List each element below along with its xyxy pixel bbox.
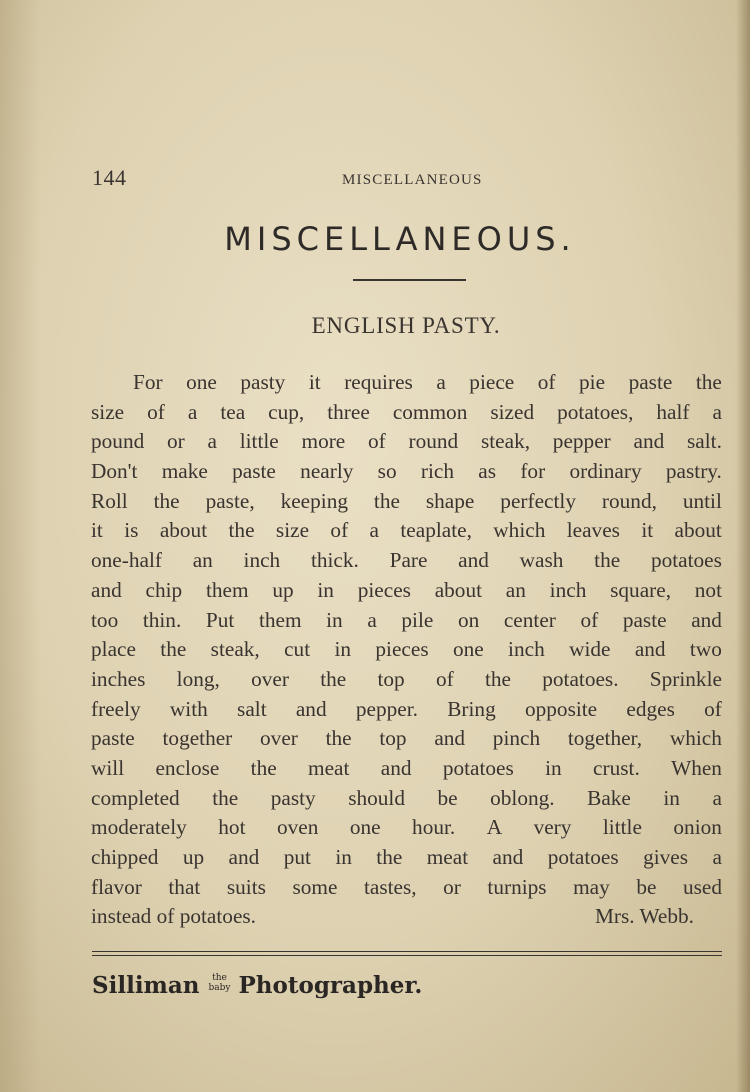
- recipe-line: paste together over the top and pinch together, which: [91, 726, 722, 751]
- page-spine-shadow: [736, 0, 750, 1092]
- advertisement-footer: [92, 965, 592, 1005]
- footer-trade: Photographer.: [238, 971, 423, 999]
- recipe-line: moderately hot oven one hour. A very little onion: [91, 815, 722, 840]
- recipe-line: completed the pasty should be oblong. Bake in a: [91, 785, 722, 810]
- page-number: 144: [92, 165, 127, 190]
- footer-small-stack: [209, 973, 231, 993]
- recipe-body: [91, 368, 722, 932]
- recipe-line: place the steak, cut in pieces one inch wide and two: [91, 637, 722, 662]
- recipe-signature: Mrs. Webb.: [594, 904, 694, 929]
- running-head: MISCELLANEOUS: [342, 172, 483, 188]
- recipe-title: ENGLISH PASTY.: [311, 313, 501, 338]
- recipe-line: flavor that suits some tastes, or turnips may be used: [91, 874, 722, 899]
- recipe-last-line-text: instead of potatoes.: [91, 904, 257, 929]
- section-title: MISCELLANEOUS.: [224, 220, 576, 258]
- recipe-line: pound or a little more of round steak, pepper and salt.: [91, 429, 722, 454]
- recipe-last-line: [91, 902, 722, 932]
- footer-small-bottom: baby: [208, 983, 231, 993]
- title-rule: [353, 279, 466, 281]
- recipe-line: it is about the size of a teaplate, which leaves it about: [91, 518, 722, 543]
- recipe-line: one-half an inch thick. Pare and wash the potatoes: [91, 548, 722, 573]
- footer-small-top: the: [212, 973, 227, 983]
- footer-rule: [92, 951, 722, 956]
- recipe-line: chipped up and put in the meat and potatoes gives a: [91, 845, 722, 869]
- page-header: [92, 165, 722, 195]
- recipe-line: will enclose the meat and potatoes in crust. When: [91, 755, 722, 780]
- recipe-line: too thin. Put them in a pile on center of paste and: [91, 607, 722, 632]
- recipe-line: For one pasty it requires a piece of pie paste the: [133, 370, 722, 394]
- page-left-shade: [0, 0, 40, 1092]
- recipe-line: Don't make paste nearly so rich as for ordinary pastry.: [91, 459, 722, 484]
- recipe-line: freely with salt and pepper. Bring opposite edges of: [91, 696, 722, 721]
- recipe-line: size of a tea cup, three common sized potatoes, half a: [91, 399, 722, 424]
- footer-name: Silliman: [92, 971, 200, 999]
- recipe-line: and chip them up in pieces about an inch square, not: [91, 577, 722, 602]
- recipe-line: inches long, over the top of the potatoes. Sprinkle: [91, 666, 722, 691]
- recipe-line: Roll the paste, keeping the shape perfectly round, until: [91, 488, 722, 513]
